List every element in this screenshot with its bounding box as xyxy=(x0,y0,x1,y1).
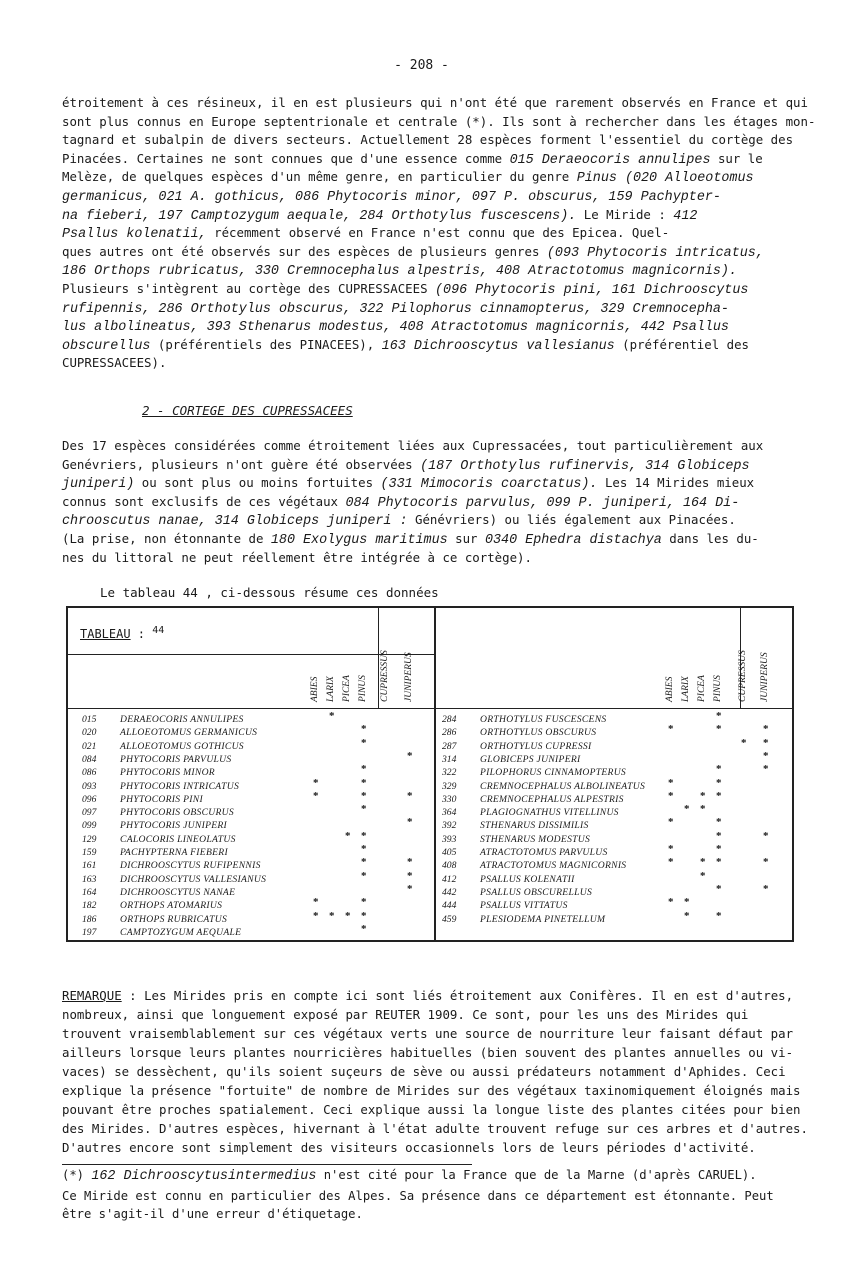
presence-mark: * xyxy=(361,723,367,736)
text-run: Le Miride : xyxy=(576,206,674,222)
text-line xyxy=(62,549,802,568)
text-run: tagnard et subalpin de divers secteurs. Actuellement 28 espèces forment l'essentiel du cortège des xyxy=(62,132,794,148)
presence-mark: * xyxy=(763,749,769,762)
remark-line: D'autres encore sont simplement des visiteurs occasionnels lors de leurs périodes d'activité. xyxy=(62,1140,756,1155)
species-name: Pinus (020 Alloeotomus xyxy=(576,171,754,187)
species-name: na fieberi, 197 Camptozygum aequale, 284 Orthotylus fuscescens). xyxy=(62,208,577,224)
text-run: connus sont exclusifs de ces végétaux xyxy=(62,493,346,509)
text-run: Les 14 Mirides mieux xyxy=(597,475,755,491)
presence-mark: * xyxy=(407,749,413,762)
presence-mark: * xyxy=(361,736,367,749)
text-run: sur le xyxy=(710,150,763,166)
text-line xyxy=(62,168,802,187)
species-number: 393 xyxy=(442,833,457,845)
presence-mark: * xyxy=(716,829,722,842)
footnote-line xyxy=(62,1187,807,1206)
species-name: PHYTOCORIS PINI xyxy=(120,793,203,805)
text-line xyxy=(62,437,802,456)
remark-line: ailleurs lorsque leurs plantes nourricières habituelles (bien souvent des plantes annuelles ou vi- xyxy=(62,1045,794,1060)
species-number: 314 xyxy=(442,753,457,765)
presence-mark: * xyxy=(361,909,367,922)
presence-mark: * xyxy=(668,723,674,736)
species-name: DICHROOSCYTUS RUFIPENNIS xyxy=(120,860,261,872)
remark-line: pouvant être proches spatialement. Ceci explique aussi la longue liste des plantes citées pour bien xyxy=(62,1102,801,1117)
species-name: CALOCORIS LINEOLATUS xyxy=(120,833,236,845)
col-header-pinus-left: PINUS xyxy=(358,675,368,702)
species-name: CAMPTOZYGUM AEQUALE xyxy=(120,926,242,938)
text-run: Des 17 espèces considérées comme étroitement liées aux Cupressacées, tout particulièrement aux xyxy=(62,438,764,453)
text-run: Pinacées. Certaines ne sont connues que d'une essence comme xyxy=(62,150,510,166)
presence-mark: * xyxy=(407,816,413,829)
species-name: 015 Deraeocoris annulipes xyxy=(509,152,711,168)
presence-mark: * xyxy=(716,763,722,776)
footnote xyxy=(62,1166,807,1224)
presence-mark: * xyxy=(763,882,769,895)
text-line xyxy=(62,280,802,299)
text-line xyxy=(62,94,808,113)
text-run: être s'agit-il d'une erreur d'étiquetage. xyxy=(62,1207,363,1221)
species-name: PHYTOCORIS JUNIPERI xyxy=(120,820,228,832)
species-name: lus albolineatus, 393 Sthenarus modestus, 408 Atractotomus magnicornis, 442 Psallus xyxy=(62,320,729,336)
presence-mark: * xyxy=(668,776,674,789)
remark-line: trouvent vraisemblablement sur ces végétaux verts une source de nourriture leur faisant défaut par xyxy=(62,1026,794,1041)
col-header-juniperus-right: JUNIPERUS xyxy=(760,652,770,702)
remark-paragraph xyxy=(62,986,807,1157)
species-name: juniperi) xyxy=(62,477,135,493)
presence-mark: * xyxy=(329,909,335,922)
species-name: DERAEOCORIS ANNULIPES xyxy=(120,714,244,725)
species-name: GLOBICEPS JUNIPERI xyxy=(480,753,581,765)
species-number: 330 xyxy=(442,793,457,805)
text-run: Plusieurs s'intègrent au cortège des CUPRESSACEES xyxy=(62,280,435,296)
presence-mark: * xyxy=(345,909,351,922)
text-line xyxy=(62,131,802,150)
species-name: 180 Exolygus maritimus xyxy=(270,532,448,548)
presence-mark: * xyxy=(763,829,769,842)
text-line xyxy=(62,317,802,336)
presence-mark: * xyxy=(361,856,367,869)
presence-mark: * xyxy=(361,922,367,935)
presence-mark: * xyxy=(668,856,674,869)
species-number: 129 xyxy=(82,833,97,845)
text-run: (préférentiels des PINACEES), xyxy=(150,336,382,352)
text-run: Génévriers) ou liés également aux Pinacées. xyxy=(407,512,736,528)
presence-mark: * xyxy=(407,869,413,882)
species-name: ATRACTOTOMUS PARVULUS xyxy=(480,847,608,858)
text-line xyxy=(62,243,802,262)
col-header-cupressus-left: CUPRESSUS xyxy=(380,650,390,702)
text-run: sont plus connus en Europe septentrionale et centrale (*). Ils sont à rechercher dans les étages mon- xyxy=(62,113,816,129)
presence-mark: * xyxy=(313,776,319,789)
text-run: ou sont plus ou moins fortuites xyxy=(134,475,381,491)
text-run: Melèze, de quelques espèces d'un même genre, en particulier du genre xyxy=(62,169,577,185)
species-number: 086 xyxy=(82,767,97,779)
species-name: ALLOEOTOMUS GOTHICUS xyxy=(120,740,244,752)
species-name: STHENARUS DISSIMILIS xyxy=(480,820,589,832)
remark-line: des Mirides. D'autres espèces, hivernant à l'état adulte trouvent refuge sur ces arbres et d'autres. xyxy=(62,1121,808,1136)
species-number: 096 xyxy=(82,793,97,805)
species-name: PSALLUS VITTATUS xyxy=(480,900,568,912)
table-44 xyxy=(66,606,794,942)
presence-mark: * xyxy=(361,763,367,776)
species-number: 099 xyxy=(82,820,97,832)
species-name: PACHYPTERNA FIEBERI xyxy=(120,847,228,858)
species-name: ORTHOPS RUBRICATUS xyxy=(120,913,228,925)
species-number: 182 xyxy=(82,900,97,912)
presence-mark: * xyxy=(700,856,706,869)
col-header-picea-left: PICEA xyxy=(342,675,352,702)
presence-mark: * xyxy=(763,763,769,776)
table-intro: Le tableau 44 , ci-dessous résume ces données xyxy=(100,585,439,600)
presence-mark: * xyxy=(313,909,319,922)
presence-mark: * xyxy=(700,789,706,802)
presence-mark: * xyxy=(716,882,722,895)
presence-mark: * xyxy=(763,736,769,749)
species-number: 197 xyxy=(82,926,97,938)
species-name: ORTHOPS ATOMARIUS xyxy=(120,900,223,912)
text-line xyxy=(62,299,802,318)
text-line xyxy=(62,354,802,373)
presence-mark: * xyxy=(361,776,367,789)
presence-mark: * xyxy=(668,816,674,829)
species-number: 015 xyxy=(82,714,97,725)
text-run: ques autres ont été observés sur des espèces de plusieurs genres xyxy=(62,243,547,259)
col-header-larix-right: LARIX xyxy=(681,676,691,702)
species-name: PLAGIOGNATHUS VITELLINUS xyxy=(480,807,619,819)
species-number: 021 xyxy=(82,740,97,752)
presence-mark: * xyxy=(741,736,747,749)
presence-mark: * xyxy=(345,829,351,842)
presence-mark: * xyxy=(361,843,367,855)
text-run: sur xyxy=(447,530,485,546)
presence-mark: * xyxy=(763,856,769,869)
presence-mark: * xyxy=(407,789,413,802)
species-name: (331 Mimocoris coarctatus). xyxy=(380,477,598,493)
species-name: rufipennis, 286 Orthotylus obscurus, 322 Pilophorus cinnamopterus, 329 Cremnocepha- xyxy=(62,301,729,317)
species-name: ORTHOTYLUS CUPRESSI xyxy=(480,740,592,752)
presence-mark: * xyxy=(361,789,367,802)
species-name: 0340 Ephedra distachya xyxy=(484,532,662,548)
text-run: CUPRESSACEES). xyxy=(62,355,167,371)
col-header-juniperus-left: JUNIPERUS xyxy=(404,652,414,702)
presence-mark: * xyxy=(668,896,674,909)
species-name: chrooscutus nanae, 314 Globiceps juniperi : xyxy=(62,514,408,530)
remark-label: REMARQUE xyxy=(62,988,122,1003)
paragraph-pinacees xyxy=(62,94,816,373)
species-name: ALLOEOTOMUS GERMANICUS xyxy=(120,727,258,739)
presence-mark: * xyxy=(407,856,413,869)
species-name: PILOPHORUS CINNAMOPTERUS xyxy=(480,767,627,779)
species-name: ATRACTOTOMUS MAGNICORNIS xyxy=(480,860,627,872)
species-number: 364 xyxy=(442,807,457,819)
text-line xyxy=(62,530,802,549)
presence-mark: * xyxy=(361,829,367,842)
species-number: 020 xyxy=(82,727,97,739)
species-name: 163 Dichrooscytus vallesianus xyxy=(381,338,615,354)
text-run: nes du littoral ne peut réellement être intégrée à ce cortège). xyxy=(62,549,532,565)
presence-mark: * xyxy=(700,869,706,882)
footnote-line xyxy=(62,1205,807,1224)
species-name: PHYTOCORIS INTRICATUS xyxy=(120,780,240,792)
remark-line: nombreux, ainsi que longuement exposé par REUTER 1909. Ce sont, pour les uns des Mirides qui xyxy=(62,1007,749,1022)
table-label: TABLEAU : $^{44}$ xyxy=(80,625,165,641)
text-run: n'est cité pour la France que de la Marne (d'après CARUEL). xyxy=(316,1168,757,1182)
text-run: (*) xyxy=(62,1168,92,1182)
species-name: 162 Dichrooscytusintermedius xyxy=(91,1169,317,1184)
text-line xyxy=(62,456,802,475)
page-number: - 208 - xyxy=(394,58,449,73)
text-line xyxy=(62,511,802,530)
species-name: PLESIODEMA PINETELLUM xyxy=(480,913,606,925)
species-number: 459 xyxy=(442,913,457,925)
presence-mark: * xyxy=(684,896,690,909)
species-number: 186 xyxy=(82,913,97,925)
species-name: 412 xyxy=(673,208,698,224)
footnote-line xyxy=(62,1166,807,1187)
col-header-pinus-right: PINUS xyxy=(713,675,723,702)
col-header-larix-left: LARIX xyxy=(326,676,336,702)
species-name: DICHROOSCYTUS VALLESIANUS xyxy=(120,873,267,885)
col-header-abies-left: ABIES xyxy=(310,676,320,702)
table-center-divider xyxy=(434,608,436,940)
col-header-picea-right: PICEA xyxy=(697,675,707,702)
footnote-rule xyxy=(62,1164,472,1165)
presence-mark: * xyxy=(763,723,769,736)
text-line xyxy=(62,113,816,132)
remark-line: REMARQUE : Les Mirides pris en compte ici sont liés étroitement aux Conifères. Il en est d'autres, xyxy=(62,988,794,1003)
presence-mark: * xyxy=(716,909,722,922)
presence-mark: * xyxy=(716,856,722,869)
species-number: 287 xyxy=(442,740,457,752)
section-title: 2 - CORTEGE DES CUPRESSACEES xyxy=(142,403,353,418)
species-number: 097 xyxy=(82,807,97,819)
species-name: obscurellus xyxy=(62,338,151,354)
species-name: 084 Phytocoris parvulus, 099 P. juniperi, 164 Di- xyxy=(345,495,740,511)
species-name: (096 Phytocoris pini, 161 Dichrooscytus xyxy=(435,282,749,298)
text-line xyxy=(62,493,802,512)
species-name: germanicus, 021 A. gothicus, 086 Phytocoris minor, 097 P. obscurus, 159 Pachypter- xyxy=(62,189,721,205)
species-name: CREMNOCEPHALUS ALBOLINEATUS xyxy=(480,780,646,792)
species-number: 322 xyxy=(442,767,457,779)
presence-mark: * xyxy=(313,896,319,909)
text-run: (préférentiel des xyxy=(614,336,749,352)
species-name: ORTHOTYLUS OBSCURUS xyxy=(480,727,597,739)
presence-mark: * xyxy=(716,843,722,855)
presence-mark: * xyxy=(313,789,319,802)
species-number: 084 xyxy=(82,753,97,765)
text-run: étroitement à ces résineux, il en est plusieurs qui n'ont été que rarement observés en France et qui xyxy=(62,95,808,110)
species-name: (093 Phytocoris intricatus, xyxy=(546,245,764,261)
species-number: 392 xyxy=(442,820,457,832)
col-header-abies-right: ABIES xyxy=(665,676,675,702)
presence-mark: * xyxy=(407,882,413,895)
species-name: Psallus kolenatii, xyxy=(62,227,207,243)
species-number: 442 xyxy=(442,886,457,898)
presence-mark: * xyxy=(361,869,367,882)
species-name: DICHROOSCYTUS NANAE xyxy=(120,886,236,898)
species-name: PHYTOCORIS PARVULUS xyxy=(120,753,232,765)
presence-mark: * xyxy=(716,789,722,802)
text-run: Ce Miride est connu en particulier des Alpes. Sa présence dans ce département est étonnante. Peut xyxy=(62,1188,774,1203)
text-run: Genévriers, plusieurs n'ont guère été observées xyxy=(62,456,421,472)
text-run: dans les du- xyxy=(661,530,759,546)
species-number: 329 xyxy=(442,780,457,792)
remark-line: vaces) se dessèchent, qu'ils soient suçeurs de sève ou aussi prédateurs notamment d'Aphides. Ceci xyxy=(62,1064,786,1079)
presence-mark: * xyxy=(716,710,722,722)
species-name: 186 Orthops rubricatus, 330 Cremnocephalus alpestris, 408 Atractotomus magnicornis). xyxy=(62,264,737,280)
text-run: récemment observé en France n'est connu que des Epicea. Quel- xyxy=(206,225,670,241)
species-number: 444 xyxy=(442,900,457,912)
presence-mark: * xyxy=(361,896,367,909)
species-name: PSALLUS OBSCURELLUS xyxy=(480,886,593,898)
presence-mark: * xyxy=(361,803,367,816)
presence-mark: * xyxy=(684,909,690,922)
text-line xyxy=(62,206,802,225)
species-name: PHYTOCORIS OBSCURUS xyxy=(120,807,234,819)
species-number: 284 xyxy=(442,714,457,725)
text-run: (La prise, non étonnante de xyxy=(62,530,271,546)
species-name: PSALLUS KOLENATII xyxy=(480,873,575,885)
text-line xyxy=(62,187,802,206)
species-number: 408 xyxy=(442,860,457,872)
species-number: 163 xyxy=(82,873,97,885)
species-name: STHENARUS MODESTUS xyxy=(480,833,591,845)
species-number: 405 xyxy=(442,847,457,858)
presence-mark: * xyxy=(684,803,690,816)
presence-mark: * xyxy=(700,803,706,816)
text-line xyxy=(62,261,802,280)
text-line xyxy=(62,224,802,243)
text-line xyxy=(62,336,802,355)
presence-mark: * xyxy=(329,710,335,722)
species-number: 412 xyxy=(442,873,457,885)
table-divider xyxy=(378,608,379,708)
col-header-cupressus-right: CUPRESSUS xyxy=(738,650,748,702)
species-number: 286 xyxy=(442,727,457,739)
species-name: ORTHOTYLUS FUSCESCENS xyxy=(480,714,607,725)
paragraph-cupressacees xyxy=(62,437,802,567)
species-number: 161 xyxy=(82,860,97,872)
species-number: 093 xyxy=(82,780,97,792)
species-name: (187 Orthotylus rufinervis, 314 Globiceps xyxy=(420,458,750,474)
species-number: 164 xyxy=(82,886,97,898)
species-name: CREMNOCEPHALUS ALPESTRIS xyxy=(480,793,624,805)
presence-mark: * xyxy=(716,776,722,789)
text-line xyxy=(62,474,802,493)
text-line xyxy=(62,150,802,169)
presence-mark: * xyxy=(716,816,722,829)
remark-line: explique la présence "fortuite" de nombre de Mirides sur des végétaux taxinomiquement éloignés mais xyxy=(62,1083,801,1098)
table-header-rule xyxy=(68,708,792,709)
species-number: 159 xyxy=(82,847,97,858)
presence-mark: * xyxy=(668,843,674,855)
presence-mark: * xyxy=(716,723,722,736)
presence-mark: * xyxy=(668,789,674,802)
species-name: PHYTOCORIS MINOR xyxy=(120,767,215,779)
